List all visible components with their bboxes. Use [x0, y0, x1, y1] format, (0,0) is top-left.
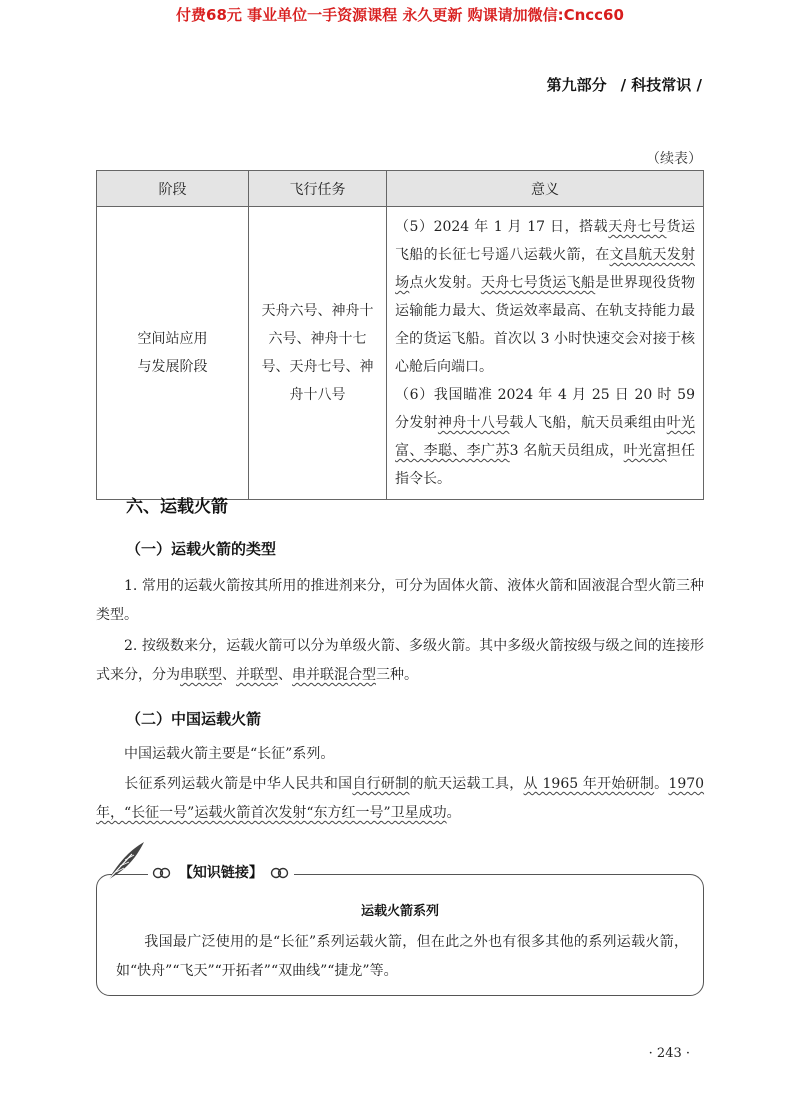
subject-label: / 科技常识 /	[620, 76, 702, 94]
paragraph-long-march: 中国运载火箭主要是“长征”系列。	[124, 746, 335, 762]
stage-cell: 空间站应用与发展阶段	[97, 207, 249, 500]
paragraph-stages: 2. 按级数来分，运载火箭可以分为单级火箭、多级火箭。其中多级火箭按级与级之间的连接形式来分，分为串联型、并联型、串并联混合型三种。	[96, 638, 704, 683]
significance-cell	[387, 207, 704, 500]
continued-label: （续表）	[646, 151, 702, 167]
knowledge-link-label: 【知识链接】	[178, 865, 263, 881]
watermark-banner: 付费68元 事业单位一手资源课程 永久更新 购课请加微信:Cncc60	[176, 6, 624, 24]
running-header	[547, 74, 702, 95]
column-header-missions: 飞行任务	[249, 171, 387, 207]
column-header-significance: 意义	[387, 171, 704, 207]
table-row	[97, 207, 704, 500]
significance-item-6: （6）我国瞄准 2024 年 4 月 25 日 20 时 59 分发射神舟十八号载人飞船，航天员乘组由叶光富、李聪、李广苏3 名航天员组成，叶光富担任指令长。	[395, 387, 696, 487]
knowledge-title: 运载火箭系列	[360, 904, 439, 919]
knowledge-link-tag	[148, 862, 294, 882]
knowledge-body: 我国最广泛使用的是“长征”系列运载火箭，但在此之外也有很多其他的系列运载火箭，如“快舟”“飞天”“开拓者”“双曲线”“捷龙”等。	[116, 934, 688, 979]
paragraph-history: 长征系列运载火箭是中华人民共和国自行研制的航天运载工具，从 1965 年开始研制。1970 年，“长征一号”运载火箭首次发射“东方红一号”卫星成功。	[96, 776, 705, 821]
table-header-row	[97, 171, 704, 207]
significance-item-5: （5）2024 年 1 月 17 日，搭载天舟七号货运飞船的长征七号遥八运载火箭，在文昌航天发射场点火发射。天舟七号货运飞船是世界现役货物运输能力最大、货运效率最高、在轨支持能力最全的货运飞船。首次以 3 小时快速交会对接于核心舱后向端口。	[395, 219, 696, 375]
quill-icon	[102, 838, 150, 884]
paragraph-propellant: 1. 常用的运载火箭按其所用的推进剂来分，可分为固体火箭、液体火箭和固液混合型火箭三种类型。	[96, 578, 704, 623]
column-header-stage: 阶段	[97, 171, 249, 207]
page-number: · 243 ·	[648, 1046, 690, 1061]
part-label: 第九部分	[546, 76, 607, 94]
subsection-heading-china: （二）中国运载火箭	[126, 710, 262, 728]
subsection-heading-types: （一）运载火箭的类型	[126, 540, 277, 558]
mission-table	[96, 170, 704, 500]
missions-cell: 天舟六号、神舟十六号、神舟十七号、天舟七号、神舟十八号	[249, 207, 387, 500]
chain-rings-icon	[268, 867, 290, 879]
chain-rings-icon	[152, 867, 174, 879]
section-heading: 六、运载火箭	[126, 497, 228, 517]
